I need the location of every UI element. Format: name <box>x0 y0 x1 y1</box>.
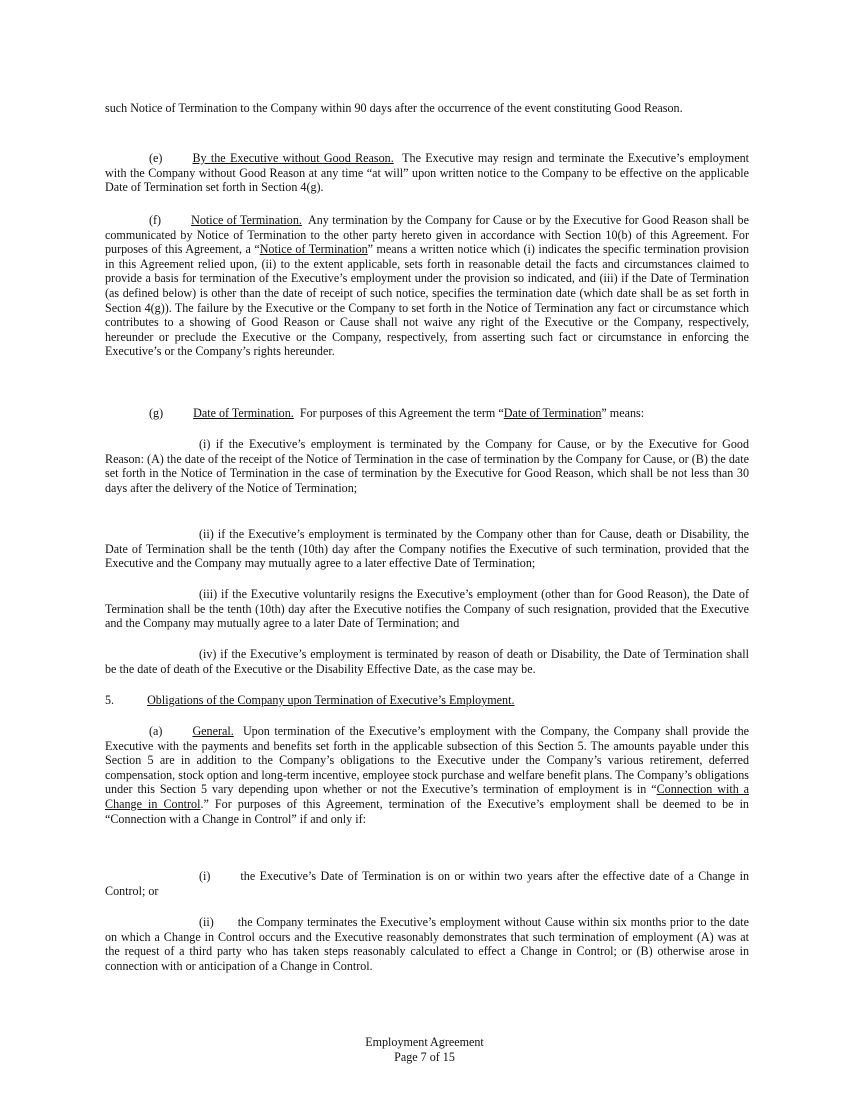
footer-document-title: Employment Agreement <box>365 1035 484 1049</box>
term-connection-with-change-in-control: Connection with a Change in Control <box>105 782 750 811</box>
heading-4f: Notice of Termination. <box>191 213 302 227</box>
body-5a-part1: Upon termination of the Executive’s employment with the Company, the Company shall provide the Executive with the payments and benefits set forth in the applicable subsection of this Section 5. The amounts payable under this Section 5 are in addition to the Company’s obligations to the Executive under the Company’s various retirement, deferred compensation, stock option and long-term incentive, employee stock purchase and welfare benefit plans. The Company’s obligations under this Section 5 vary depending upon whether or not the Executive’s termination of employment is in “ <box>105 724 749 797</box>
heading-4e: By the Executive without Good Reason. <box>192 151 394 165</box>
paragraph-4g-ii: (ii) if the Executive’s employment is terminated by the Company other than for Cause, death or Disability, the Date of Termination shall be the tenth (10th) day after the Company notifies the Executive of such termination, provided that the Executive and the Company may mutually agree to a later effective Date of Termination; <box>105 527 749 571</box>
paragraph-4g-i: (i) if the Executive’s employment is terminated by the Company for Cause, or by the Executive for Good Reason: (A) the date of the receipt of the Notice of Termination in the case of termination by the Company for Cause, or (B) the date set forth in the Notice of Termination in the case of termination by the Executive for Good Reason, which shall be not less than 30 days after the delivery of the Notice of Termination; <box>105 437 749 495</box>
section-5-heading <box>105 693 749 708</box>
label-4e: (e) <box>149 151 163 165</box>
paragraph-4g <box>105 406 749 421</box>
paragraph-4e <box>105 151 749 195</box>
page-footer <box>0 1035 849 1064</box>
label-4f: (f) <box>149 213 162 227</box>
body-4g-part2: ” means: <box>601 406 645 420</box>
heading-5a: General. <box>192 724 234 738</box>
footer-page-number: Page 7 of 15 <box>394 1049 455 1064</box>
body-5a-part2: .” For purposes of this Agreement, termination of the Executive’s employment shall be deemed to be in “Connection with a Change in Control” if and only if: <box>105 796 749 826</box>
body-5a-ii: the Company terminates the Executive’s employment without Cause within six months prior to the date on which a Change in Control occurs and the Executive reasonably demonstrates that such termination of employment (A) was at the request of a third party who has taken steps reasonably calculated to effect a Change in Control; or (B) otherwise arose in connection with or anticipation of a Change in Control. <box>105 915 749 973</box>
label-5a-ii: (ii) <box>199 915 214 929</box>
paragraph-4g-iv: (iv) if the Executive’s employment is terminated by reason of death or Disability, the Date of Termination shall be the date of death of the Executive or the Disability Effective Date, as the case may be. <box>105 647 749 676</box>
carryover-paragraph: such Notice of Termination to the Company within 90 days after the occurrence of the event constituting Good Reason. <box>105 101 683 115</box>
label-5a-i: (i) <box>199 869 211 883</box>
label-5a: (a) <box>149 724 163 738</box>
body-4f-part2: ” means a written notice which (i) indicates the specific termination provision in this Agreement relied upon, (ii) to the extent applicable, sets forth in reasonable detail the facts and circumstances claimed to provide a basis for termination of the Executive’s employment under the provision so indicated, and (iii) if the Date of Termination (as defined below) is other than the date of receipt of such notice, specifies the termination date (which date shall be as set forth in Section 4(g)). The failure by the Executive or the Company to set forth in the Notice of Termination any fact or circumstance which contributes to a showing of Good Reason or Cause shall not waive any right of the Executive or the Company, respectively, hereunder or preclude the Executive or the Company, respectively, from asserting such fact or circumstance in enforcing the Executive’s or the Company’s rights hereunder. <box>105 242 750 359</box>
paragraph-4f <box>105 213 749 359</box>
body-4f-part1: Any termination by the Company for Cause or by the Executive for Good Reason shall be communicated by Notice of Termination to the other party hereto given in accordance with Section 10(b) of this Agreement. For purposes of this Agreement, a “ <box>105 213 749 257</box>
term-date-of-termination: Date of Termination <box>503 406 602 420</box>
paragraph-5a <box>105 724 749 826</box>
paragraph-5a-ii <box>105 915 749 973</box>
term-notice-of-termination: Notice of Termination <box>259 242 368 257</box>
heading-4g: Date of Termination. <box>193 406 294 420</box>
body-5a-i: the Executive’s Date of Termination is on or within two years after the effective date of a Change in Control; or <box>105 869 749 898</box>
label-4g: (g) <box>149 406 164 420</box>
paragraph-4g-iii: (iii) if the Executive voluntarily resigns the Executive’s employment (other than for Good Reason), the Date of Termination shall be the tenth (10th) day after the Executive notifies the Company of such resignation, provided that the Executive and the Company may mutually agree to a later Date of Termination; and <box>105 587 749 631</box>
paragraph-5a-i <box>105 869 749 898</box>
section-5-number: 5. <box>105 693 115 707</box>
section-5-title: Obligations of the Company upon Termination of Executive’s Employment. <box>147 693 515 707</box>
body-4e: The Executive may resign and terminate the Executive’s employment with the Company without Good Reason at any time “at will” upon written notice to the Company to be effective on the applicable Date of Termination set forth in Section 4(g). <box>105 151 749 195</box>
body-4g-part1: For purposes of this Agreement the term “ <box>299 406 504 420</box>
